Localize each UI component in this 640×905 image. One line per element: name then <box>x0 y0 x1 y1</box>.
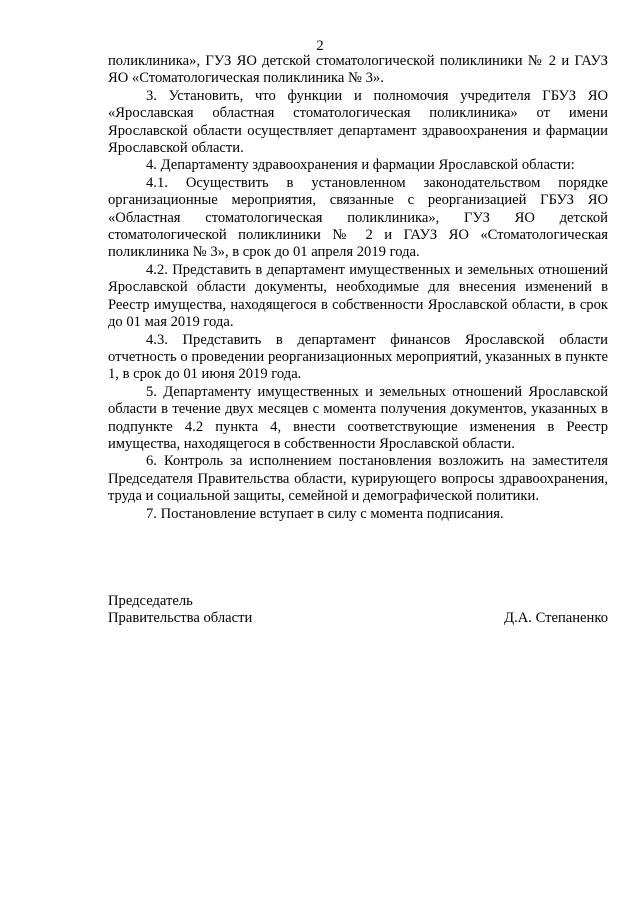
paragraph-item-5: 5. Департаменту имущественных и земельных отношений Ярославской области в течение двух месяцев с момента получения документов, указанных в подпункте 4.2 пункта 4, внести соответствующие изменения в Реестр имущества, находящегося в собственности Ярославской области. <box>108 383 608 452</box>
paragraph-continuation: поликлиника», ГУЗ ЯО детской стоматологической поликлиники № 2 и ГАУЗ ЯО «Стоматологическая поликлиника № 3». <box>108 53 608 87</box>
paragraph-item-4-1: 4.1. Осуществить в установленном законодательством порядке организационные мероприятия, связанные с реорганизацией ГБУЗ ЯО «Областная стоматологическая поликлиника», ГУЗ ЯО детской стоматологической поликлиники № 2 и ГАУЗ ЯО «Стоматологическая поликлиника № 3», в срок до 01 апреля 2019 года. <box>108 174 608 261</box>
paragraph-item-6: 6. Контроль за исполнением постановления возложить на заместителя Председателя Правительства области, курирующего вопросы здравоохранения, труда и социальной защиты, семейной и демографической политики. <box>108 453 608 505</box>
signature-block <box>108 593 608 628</box>
paragraph-item-3: 3. Установить, что функции и полномочия учредителя ГБУЗ ЯО «Ярославская областная стоматологическая поликлиника» от имени Ярославской области осуществляет департамент здравоохранения и фармации Ярославской области. <box>108 87 608 157</box>
signature-title-line-2 <box>108 610 608 627</box>
document-body <box>108 53 608 523</box>
signatory-organization: Правительства области <box>108 610 253 627</box>
signatory-name: Д.А. Степаненко <box>504 610 608 627</box>
paragraph-item-4-2: 4.2. Представить в департамент имущественных и земельных отношений Ярославской области документы, необходимые для внесения изменений в Реестр имущества, находящегося в собственности Ярославской области, в срок до 01 мая 2019 года. <box>108 261 608 331</box>
paragraph-item-7: 7. Постановление вступает в силу с момента подписания. <box>146 505 504 522</box>
signatory-position: Председатель <box>108 593 193 609</box>
page-number: 2 <box>316 38 324 54</box>
signature-title-line-1 <box>108 593 608 610</box>
paragraph-item-4-3: 4.3. Представить в департамент финансов Ярославской области отчетность о проведении реорганизационных мероприятий, указанных в пункте 1, в срок до 01 июня 2019 года. <box>108 331 608 383</box>
paragraph-item-4: 4. Департаменту здравоохранения и фармации Ярославской области: <box>146 157 575 174</box>
